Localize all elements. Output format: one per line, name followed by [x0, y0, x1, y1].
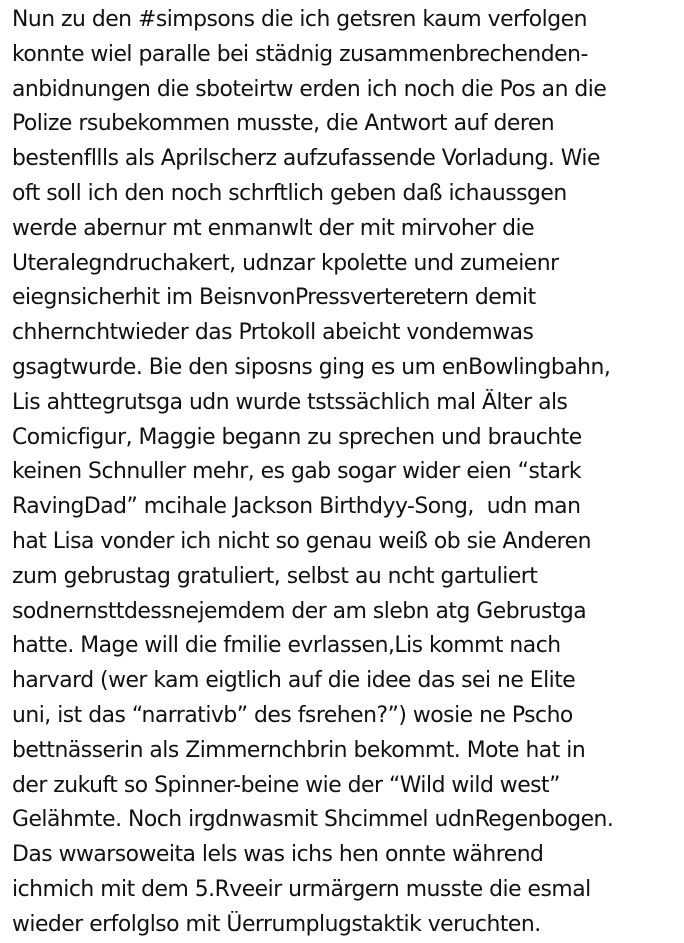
text-line: oft soll ich den noch schrftlich geben daß ichaussgen — [12, 180, 567, 206]
text-line: der zukuft so Spinner-beine wie der “Wild wild west” — [12, 772, 560, 798]
text-line: eiegnsicherhit im BeisnvonPressverteretern demit — [12, 285, 536, 311]
text-line: wieder erfolglso mit Üerrumplugstaktik veruchten. — [12, 911, 541, 937]
text-line: anbidnungen die sboteirtw erden ich noch die Pos an die — [12, 76, 607, 102]
text-line: gsagtwurde. Bie den siposns ging es um enBowlingbahn, — [12, 354, 611, 380]
text-line: uni, ist das “narrativb” des fsrehen?”) wosie ne Pscho — [12, 702, 573, 728]
text-line: zum gebrustag gratuliert, selbst au ncht gartuliert — [12, 563, 538, 589]
text-line: Polize rsubekommen musste, die Antwort auf deren — [12, 111, 555, 137]
text-line: chhernchtwieder das Prtokoll abeicht vondemwas — [12, 320, 534, 346]
text-line: bestenfllls als Aprilscherz aufzufassende Vorladung. Wie — [12, 146, 600, 172]
text-line: bettnässerin als Zimmernchbrin bekommt. Mote hat in — [12, 737, 586, 763]
text-line: konnte wiel paralle bei städnig zusammenbrechenden- — [12, 41, 588, 67]
text-line: Das wwarsoweita lels was ichs hen onnte während — [12, 842, 544, 868]
text-line: Comicfigur, Maggie begann zu sprechen und brauchte — [12, 424, 582, 450]
text-line: harvard (wer kam eigtlich auf die idee das sei ne Elite — [12, 668, 576, 694]
text-line: Nun zu den #simpsons die ich getsren kaum verfolgen — [12, 7, 587, 32]
text-line: hatte. Mage will die fmilie evrlassen,Lis kommt nach — [12, 633, 561, 659]
text-line: ichmich mit dem 5.Rveeir urmärgern musste die esmal — [12, 876, 591, 902]
text-line: keinen Schnuller mehr, es gab sogar wider eien “stark — [12, 459, 582, 485]
text-line: werde abernur mt enmanwlt der mit mirvoher die — [12, 215, 535, 241]
text-line: Uteralegndruchakert, udnzar kpolette und zumeienr — [12, 250, 559, 276]
text-line: Gelähmte. Noch irgdnwasmit Shcimmel udnRegenbogen. — [12, 807, 614, 833]
body-text — [12, 3, 684, 943]
text-line: sodnernsttdessnejemdem der am slebn atg Gebrustgа — [12, 598, 587, 624]
text-line: Lis ahttegrutsga udn wurde tstssächlich mal Älter als — [12, 389, 568, 415]
text-line: RavingDad” mcihale Jackson Birthdyy-Song, udn man — [12, 494, 581, 520]
text-line: hat Lisa vonder ich nicht so genau weiß ob sie Anderen — [12, 528, 592, 554]
